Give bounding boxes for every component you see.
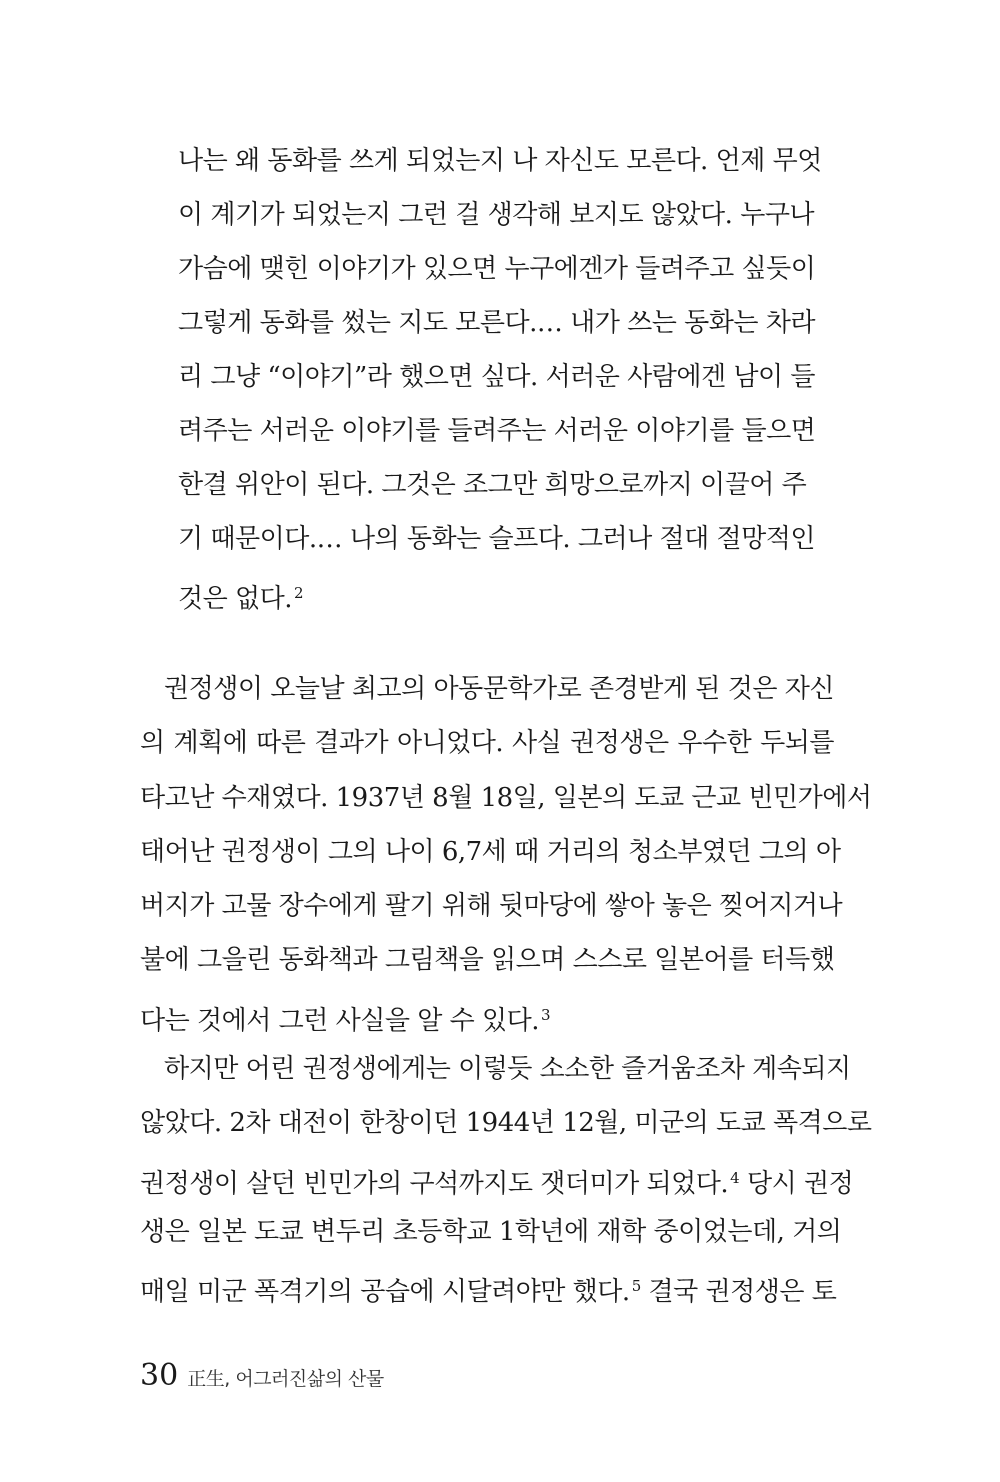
paragraph2-line-text: 당시 권정 (739, 1168, 854, 1199)
paragraph1-last-line (140, 988, 834, 1042)
running-title: 正生, 어그러진삶의 산물 (187, 1368, 384, 1390)
quote-line: 한결 위안이 된다. 그것은 조그만 희망으로까지 이끌어 주 (178, 470, 807, 500)
paragraph1-line: 의 계획에 따른 결과가 아니었다. 사실 권정생은 우수한 두뇌를 (140, 728, 834, 759)
quote-last-line (178, 566, 794, 620)
block-quote (178, 134, 822, 620)
paragraph2-line: 생은 일본 도쿄 변두리 초등학교 1학년에 재학 중이었는데, 거의 (140, 1216, 842, 1247)
quote-line-text: 것은 없다. (178, 584, 292, 614)
footnote-ref-3: 3 (540, 1005, 551, 1024)
paragraph1-line: 권정생이 오늘날 최고의 아동문학가로 존경받게 된 것은 자신 (164, 674, 834, 704)
paragraph2-line-text: 매일 미군 폭격기의 공습에 시달려야만 했다. (140, 1277, 630, 1308)
quote-line: 그렇게 동화를 썼는 지도 모른다.… 내가 쓰는 동화는 차라 (178, 308, 815, 338)
quote-line: 기 때문이다.… 나의 동화는 슬프다. 그러나 절대 절망적인 (178, 524, 815, 554)
paragraph1-line: 불에 그을린 동화책과 그림책을 읽으며 스스로 일본어를 터득했 (140, 945, 835, 976)
footnote-ref-4: 4 (730, 1168, 740, 1187)
page-footer (140, 1358, 384, 1398)
paragraph2-line (140, 1259, 837, 1313)
quote-line: 려주는 서러운 이야기를 들려주는 서러운 이야기를 들으면 (178, 416, 816, 446)
paragraph2-line: 하지만 어린 권정생에게는 이렇듯 소소한 즐거움조차 계속되지 (164, 1054, 851, 1085)
quote-line: 가슴에 맺힌 이야기가 있으면 누구에겐가 들려주고 싶듯이 (178, 254, 816, 284)
footnote-ref-2: 2 (294, 584, 304, 602)
paragraph2-line: 않았다. 2차 대전이 한창이던 1944년 12월, 미군의 도쿄 폭격으로 (140, 1108, 872, 1139)
quote-line: 나는 왜 동화를 쓰게 되었는지 나 자신도 모른다. 언제 무엇 (178, 146, 822, 176)
page-number: 30 (140, 1358, 179, 1393)
paragraph1-line: 버지가 고물 장수에게 팔기 위해 뒷마당에 쌓아 놓은 찢어지거나 (140, 891, 843, 922)
paragraph2-line-text: 권정생이 살던 빈민가의 구석까지도 잿더미가 되었다. (140, 1168, 729, 1199)
body-text (140, 662, 872, 1314)
paragraph1-line-text: 다는 것에서 그런 사실을 알 수 있다. (140, 1005, 539, 1036)
paragraph2-line-text: 결국 권정생은 토 (640, 1277, 837, 1308)
quote-line: 리 그냥 “이야기”라 했으면 싶다. 서러운 사람에겐 남이 들 (178, 362, 816, 392)
quote-line: 이 계기가 되었는지 그런 걸 생각해 보지도 않았다. 누구나 (178, 200, 815, 230)
footnote-ref-5: 5 (631, 1277, 641, 1296)
paragraph1-line: 타고난 수재였다. 1937년 8월 18일, 일본의 도쿄 근교 빈민가에서 (140, 782, 872, 813)
paragraph2-line (140, 1151, 854, 1205)
paragraph1-line: 태어난 권정생이 그의 나이 6,7세 때 거리의 청소부였던 그의 아 (140, 836, 841, 867)
